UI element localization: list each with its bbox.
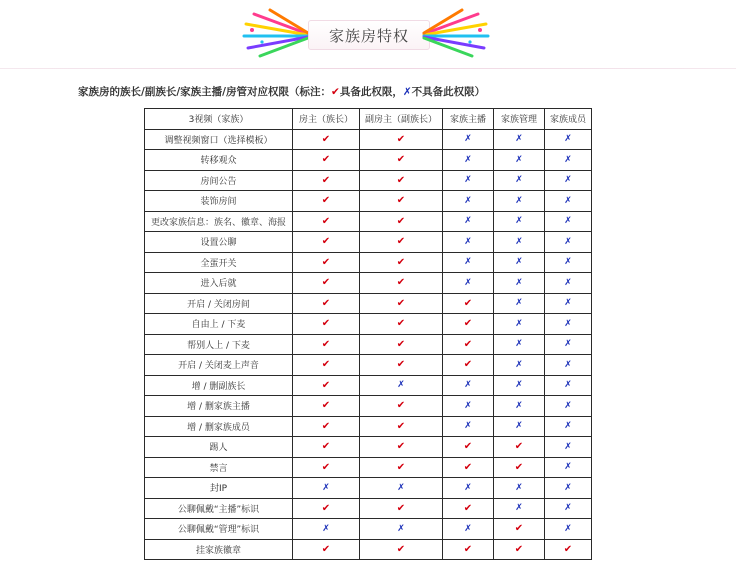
permission-cell-anchor [443,375,494,396]
cross-icon: ✗ [564,298,572,309]
permission-cell-deputy [360,334,443,355]
check-icon: ✔ [321,420,331,432]
table-row [145,129,592,150]
banner-title: 家族房特权 [308,20,430,50]
check-icon: ✔ [463,461,473,473]
check-icon: ✔ [321,133,331,145]
permission-cell-anchor [443,273,494,294]
permission-cell-anchor [443,314,494,335]
permission-cell-owner [293,334,360,355]
check-icon: ✔ [321,461,331,473]
cross-icon: ✗ [397,523,405,534]
permission-cell-anchor [443,293,494,314]
check-icon: ✔ [321,379,331,391]
permission-cell-deputy [360,314,443,335]
cross-icon: ✗ [464,134,472,145]
permission-cell-owner [293,498,360,519]
permission-cell-anchor [443,539,494,560]
permission-cell-owner [293,170,360,191]
check-icon: ✔ [396,215,406,227]
header-manager: 家族管理 [494,109,545,130]
permission-cell-member [545,252,592,273]
cross-icon: ✗ [464,216,472,227]
permission-cell-manager [494,252,545,273]
permission-cell-member [545,129,592,150]
permission-cell-member [545,293,592,314]
permission-cell-owner [293,273,360,294]
check-icon: ✔ [321,441,331,453]
permission-cell-manager [494,211,545,232]
permission-cell-manager [494,437,545,458]
firework-right-icon [422,8,492,58]
permission-cell-manager [494,293,545,314]
cross-icon: ✗ [322,482,330,493]
feature-cell: 自由上 / 下麦 [145,314,293,335]
cross-icon: ✗ [515,236,523,247]
check-icon: ✔ [321,215,331,227]
feature-cell: 全蛋开关 [145,252,293,273]
firework-left-icon [240,8,310,58]
check-icon: ✔ [396,277,406,289]
table-row [145,170,592,191]
permission-cell-deputy [360,416,443,437]
permission-cell-member [545,437,592,458]
check-icon: ✔ [396,543,406,555]
check-icon: ✔ [463,297,473,309]
permission-cell-deputy [360,232,443,253]
permission-cell-owner [293,519,360,540]
permission-cell-deputy [360,519,443,540]
permission-cell-manager [494,334,545,355]
permission-cell-manager [494,539,545,560]
cross-icon: ✗ [564,482,572,493]
check-icon: ✔ [463,543,473,555]
permission-cell-member [545,191,592,212]
cross-icon: ✗ [564,236,572,247]
cross-icon: ✗ [515,134,523,145]
cross-icon: ✗ [464,257,472,268]
check-icon: ✔ [514,543,524,555]
table-row [145,150,592,171]
cross-icon: ✗ [464,195,472,206]
permission-cell-deputy [360,396,443,417]
legend-yes-mark: ✔ [331,86,340,98]
permission-cell-owner [293,437,360,458]
permission-cell-owner [293,129,360,150]
cross-icon: ✗ [515,216,523,227]
permission-cell-deputy [360,273,443,294]
check-icon: ✔ [396,502,406,514]
cross-icon: ✗ [397,380,405,391]
permission-cell-deputy [360,355,443,376]
permission-cell-anchor [443,519,494,540]
table-row [145,396,592,417]
check-icon: ✔ [321,154,331,166]
permission-cell-member [545,273,592,294]
table-row [145,457,592,478]
feature-cell: 增 / 删家族主播 [145,396,293,417]
cross-icon: ✗ [515,298,523,309]
permission-cell-anchor [443,170,494,191]
permission-cell-manager [494,355,545,376]
permission-cell-anchor [443,457,494,478]
permission-cell-anchor [443,252,494,273]
check-icon: ✔ [321,236,331,248]
permission-cell-manager [494,519,545,540]
permission-cell-anchor [443,334,494,355]
cross-icon: ✗ [397,482,405,493]
table-row [145,232,592,253]
check-icon: ✔ [396,359,406,371]
feature-cell: 帮别人上 / 下麦 [145,334,293,355]
check-icon: ✔ [463,359,473,371]
feature-cell: 禁言 [145,457,293,478]
feature-cell: 设置公聊 [145,232,293,253]
permission-cell-deputy [360,170,443,191]
cross-icon: ✗ [564,339,572,350]
cross-icon: ✗ [464,482,472,493]
cross-icon: ✗ [564,523,572,534]
permission-cell-anchor [443,150,494,171]
cross-icon: ✗ [564,400,572,411]
feature-cell: 挂家族徽章 [145,539,293,560]
permission-cell-deputy [360,375,443,396]
feature-cell: 更改家族信息：族名、徽章、海报 [145,211,293,232]
permission-cell-deputy [360,498,443,519]
cross-icon: ✗ [515,154,523,165]
table-row [145,375,592,396]
feature-cell: 开启 / 关闭麦上声音 [145,355,293,376]
permission-cell-owner [293,293,360,314]
permission-cell-owner [293,211,360,232]
check-icon: ✔ [321,174,331,186]
check-icon: ✔ [463,441,473,453]
cross-icon: ✗ [515,380,523,391]
cross-icon: ✗ [564,421,572,432]
table-row [145,478,592,499]
table-row [145,252,592,273]
table-row [145,539,592,560]
header-feature: 3视频（家族） [145,109,293,130]
cross-icon: ✗ [464,175,472,186]
feature-cell: 进入后就 [145,273,293,294]
permission-cell-anchor [443,478,494,499]
permission-cell-member [545,416,592,437]
feature-cell: 踢人 [145,437,293,458]
header-owner: 房主（族长） [293,109,360,130]
permission-cell-deputy [360,191,443,212]
permission-cell-deputy [360,211,443,232]
permission-cell-owner [293,191,360,212]
permission-cell-deputy [360,129,443,150]
cross-icon: ✗ [564,359,572,370]
cross-icon: ✗ [564,216,572,227]
check-icon: ✔ [514,441,524,453]
table-row [145,519,592,540]
permission-cell-owner [293,375,360,396]
legend-yes-text: 具备此权限， [339,86,403,98]
permission-cell-deputy [360,293,443,314]
check-icon: ✔ [396,195,406,207]
cross-icon: ✗ [564,195,572,206]
permission-cell-manager [494,375,545,396]
permission-cell-anchor [443,437,494,458]
check-icon: ✔ [563,543,573,555]
permission-cell-anchor [443,416,494,437]
check-icon: ✔ [396,256,406,268]
feature-cell: 公聊佩戴“主播”标识 [145,498,293,519]
cross-icon: ✗ [564,503,572,514]
permission-cell-deputy [360,437,443,458]
check-icon: ✔ [396,154,406,166]
table-row [145,416,592,437]
permission-cell-member [545,375,592,396]
table-row [145,273,592,294]
cross-icon: ✗ [515,318,523,329]
cross-icon: ✗ [515,421,523,432]
cross-icon: ✗ [515,400,523,411]
permission-cell-owner [293,457,360,478]
header-deputy: 副房主（副族长） [360,109,443,130]
check-icon: ✔ [396,420,406,432]
permission-cell-manager [494,314,545,335]
permission-cell-anchor [443,498,494,519]
cross-icon: ✗ [515,195,523,206]
check-icon: ✔ [396,236,406,248]
table-row [145,211,592,232]
permission-cell-member [545,211,592,232]
check-icon: ✔ [463,318,473,330]
table-row [145,334,592,355]
permission-cell-member [545,314,592,335]
permission-cell-manager [494,498,545,519]
permission-cell-manager [494,170,545,191]
check-icon: ✔ [396,400,406,412]
permission-cell-member [545,334,592,355]
permission-cell-owner [293,396,360,417]
permission-cell-anchor [443,232,494,253]
table-body [145,129,592,560]
cross-icon: ✗ [564,134,572,145]
permission-cell-manager [494,232,545,253]
feature-cell: 装饰房间 [145,191,293,212]
cross-icon: ✗ [564,257,572,268]
feature-cell: 增 / 删副族长 [145,375,293,396]
permission-cell-owner [293,232,360,253]
permission-cell-member [545,150,592,171]
check-icon: ✔ [321,195,331,207]
check-icon: ✔ [396,297,406,309]
legend [78,84,485,99]
permission-cell-manager [494,416,545,437]
permission-cell-member [545,457,592,478]
check-icon: ✔ [321,338,331,350]
check-icon: ✔ [396,461,406,473]
banner-divider [0,68,736,69]
permission-cell-anchor [443,355,494,376]
cross-icon: ✗ [464,277,472,288]
check-icon: ✔ [321,543,331,555]
permission-cell-owner [293,252,360,273]
legend-no-mark: ✗ [402,86,412,98]
permission-cell-manager [494,150,545,171]
permission-cell-member [545,498,592,519]
cross-icon: ✗ [564,277,572,288]
table-row [145,314,592,335]
check-icon: ✔ [321,318,331,330]
permission-cell-anchor [443,396,494,417]
feature-cell: 房间公告 [145,170,293,191]
permission-cell-owner [293,478,360,499]
check-icon: ✔ [396,441,406,453]
permission-cell-manager [494,129,545,150]
check-icon: ✔ [321,400,331,412]
table-row [145,437,592,458]
permission-cell-member [545,539,592,560]
feature-cell: 调整视频窗口（选择模板） [145,129,293,150]
permission-cell-deputy [360,252,443,273]
check-icon: ✔ [396,174,406,186]
permission-cell-member [545,396,592,417]
cross-icon: ✗ [515,277,523,288]
cross-icon: ✗ [464,421,472,432]
permission-cell-anchor [443,129,494,150]
cross-icon: ✗ [564,154,572,165]
cross-icon: ✗ [464,154,472,165]
table-row [145,498,592,519]
permission-cell-deputy [360,457,443,478]
cross-icon: ✗ [515,503,523,514]
permission-cell-deputy [360,150,443,171]
cross-icon: ✗ [564,318,572,329]
cross-icon: ✗ [515,339,523,350]
cross-icon: ✗ [515,359,523,370]
check-icon: ✔ [321,359,331,371]
permission-cell-manager [494,191,545,212]
feature-cell: 公聊佩戴“管理”标识 [145,519,293,540]
permission-cell-anchor [443,211,494,232]
permission-cell-member [545,478,592,499]
legend-no-text: 不具备此权限） [411,86,486,98]
check-icon: ✔ [321,277,331,289]
table-header-row [145,109,592,130]
table-row [145,191,592,212]
cross-icon: ✗ [464,523,472,534]
permission-cell-anchor [443,191,494,212]
cross-icon: ✗ [515,257,523,268]
permission-cell-owner [293,539,360,560]
permission-cell-owner [293,314,360,335]
check-icon: ✔ [321,502,331,514]
permission-cell-owner [293,150,360,171]
check-icon: ✔ [514,523,524,535]
cross-icon: ✗ [515,175,523,186]
check-icon: ✔ [514,461,524,473]
check-icon: ✔ [321,256,331,268]
cross-icon: ✗ [515,482,523,493]
permission-cell-member [545,232,592,253]
permission-cell-manager [494,396,545,417]
feature-cell: 增 / 删家族成员 [145,416,293,437]
check-icon: ✔ [396,133,406,145]
cross-icon: ✗ [564,462,572,473]
banner [0,0,736,70]
check-icon: ✔ [463,338,473,350]
header-anchor: 家族主播 [443,109,494,130]
permission-cell-deputy [360,478,443,499]
permission-cell-manager [494,457,545,478]
table-row [145,355,592,376]
feature-cell: 封IP [145,478,293,499]
permission-table [144,108,592,560]
permission-cell-deputy [360,539,443,560]
permission-cell-owner [293,416,360,437]
check-icon: ✔ [396,338,406,350]
header-member: 家族成员 [545,109,592,130]
check-icon: ✔ [396,318,406,330]
cross-icon: ✗ [464,380,472,391]
cross-icon: ✗ [322,523,330,534]
permission-cell-manager [494,478,545,499]
feature-cell: 转移观众 [145,150,293,171]
check-icon: ✔ [463,502,473,514]
check-icon: ✔ [321,297,331,309]
permission-cell-manager [494,273,545,294]
cross-icon: ✗ [564,175,572,186]
table-row [145,293,592,314]
permission-cell-member [545,355,592,376]
legend-text: 家族房的族长/副族长/家族主播/房管对应权限（标注： [78,86,332,98]
cross-icon: ✗ [464,236,472,247]
permission-cell-owner [293,355,360,376]
cross-icon: ✗ [564,441,572,452]
cross-icon: ✗ [564,380,572,391]
permission-cell-member [545,170,592,191]
permission-cell-member [545,519,592,540]
cross-icon: ✗ [464,400,472,411]
feature-cell: 开启 / 关闭房间 [145,293,293,314]
